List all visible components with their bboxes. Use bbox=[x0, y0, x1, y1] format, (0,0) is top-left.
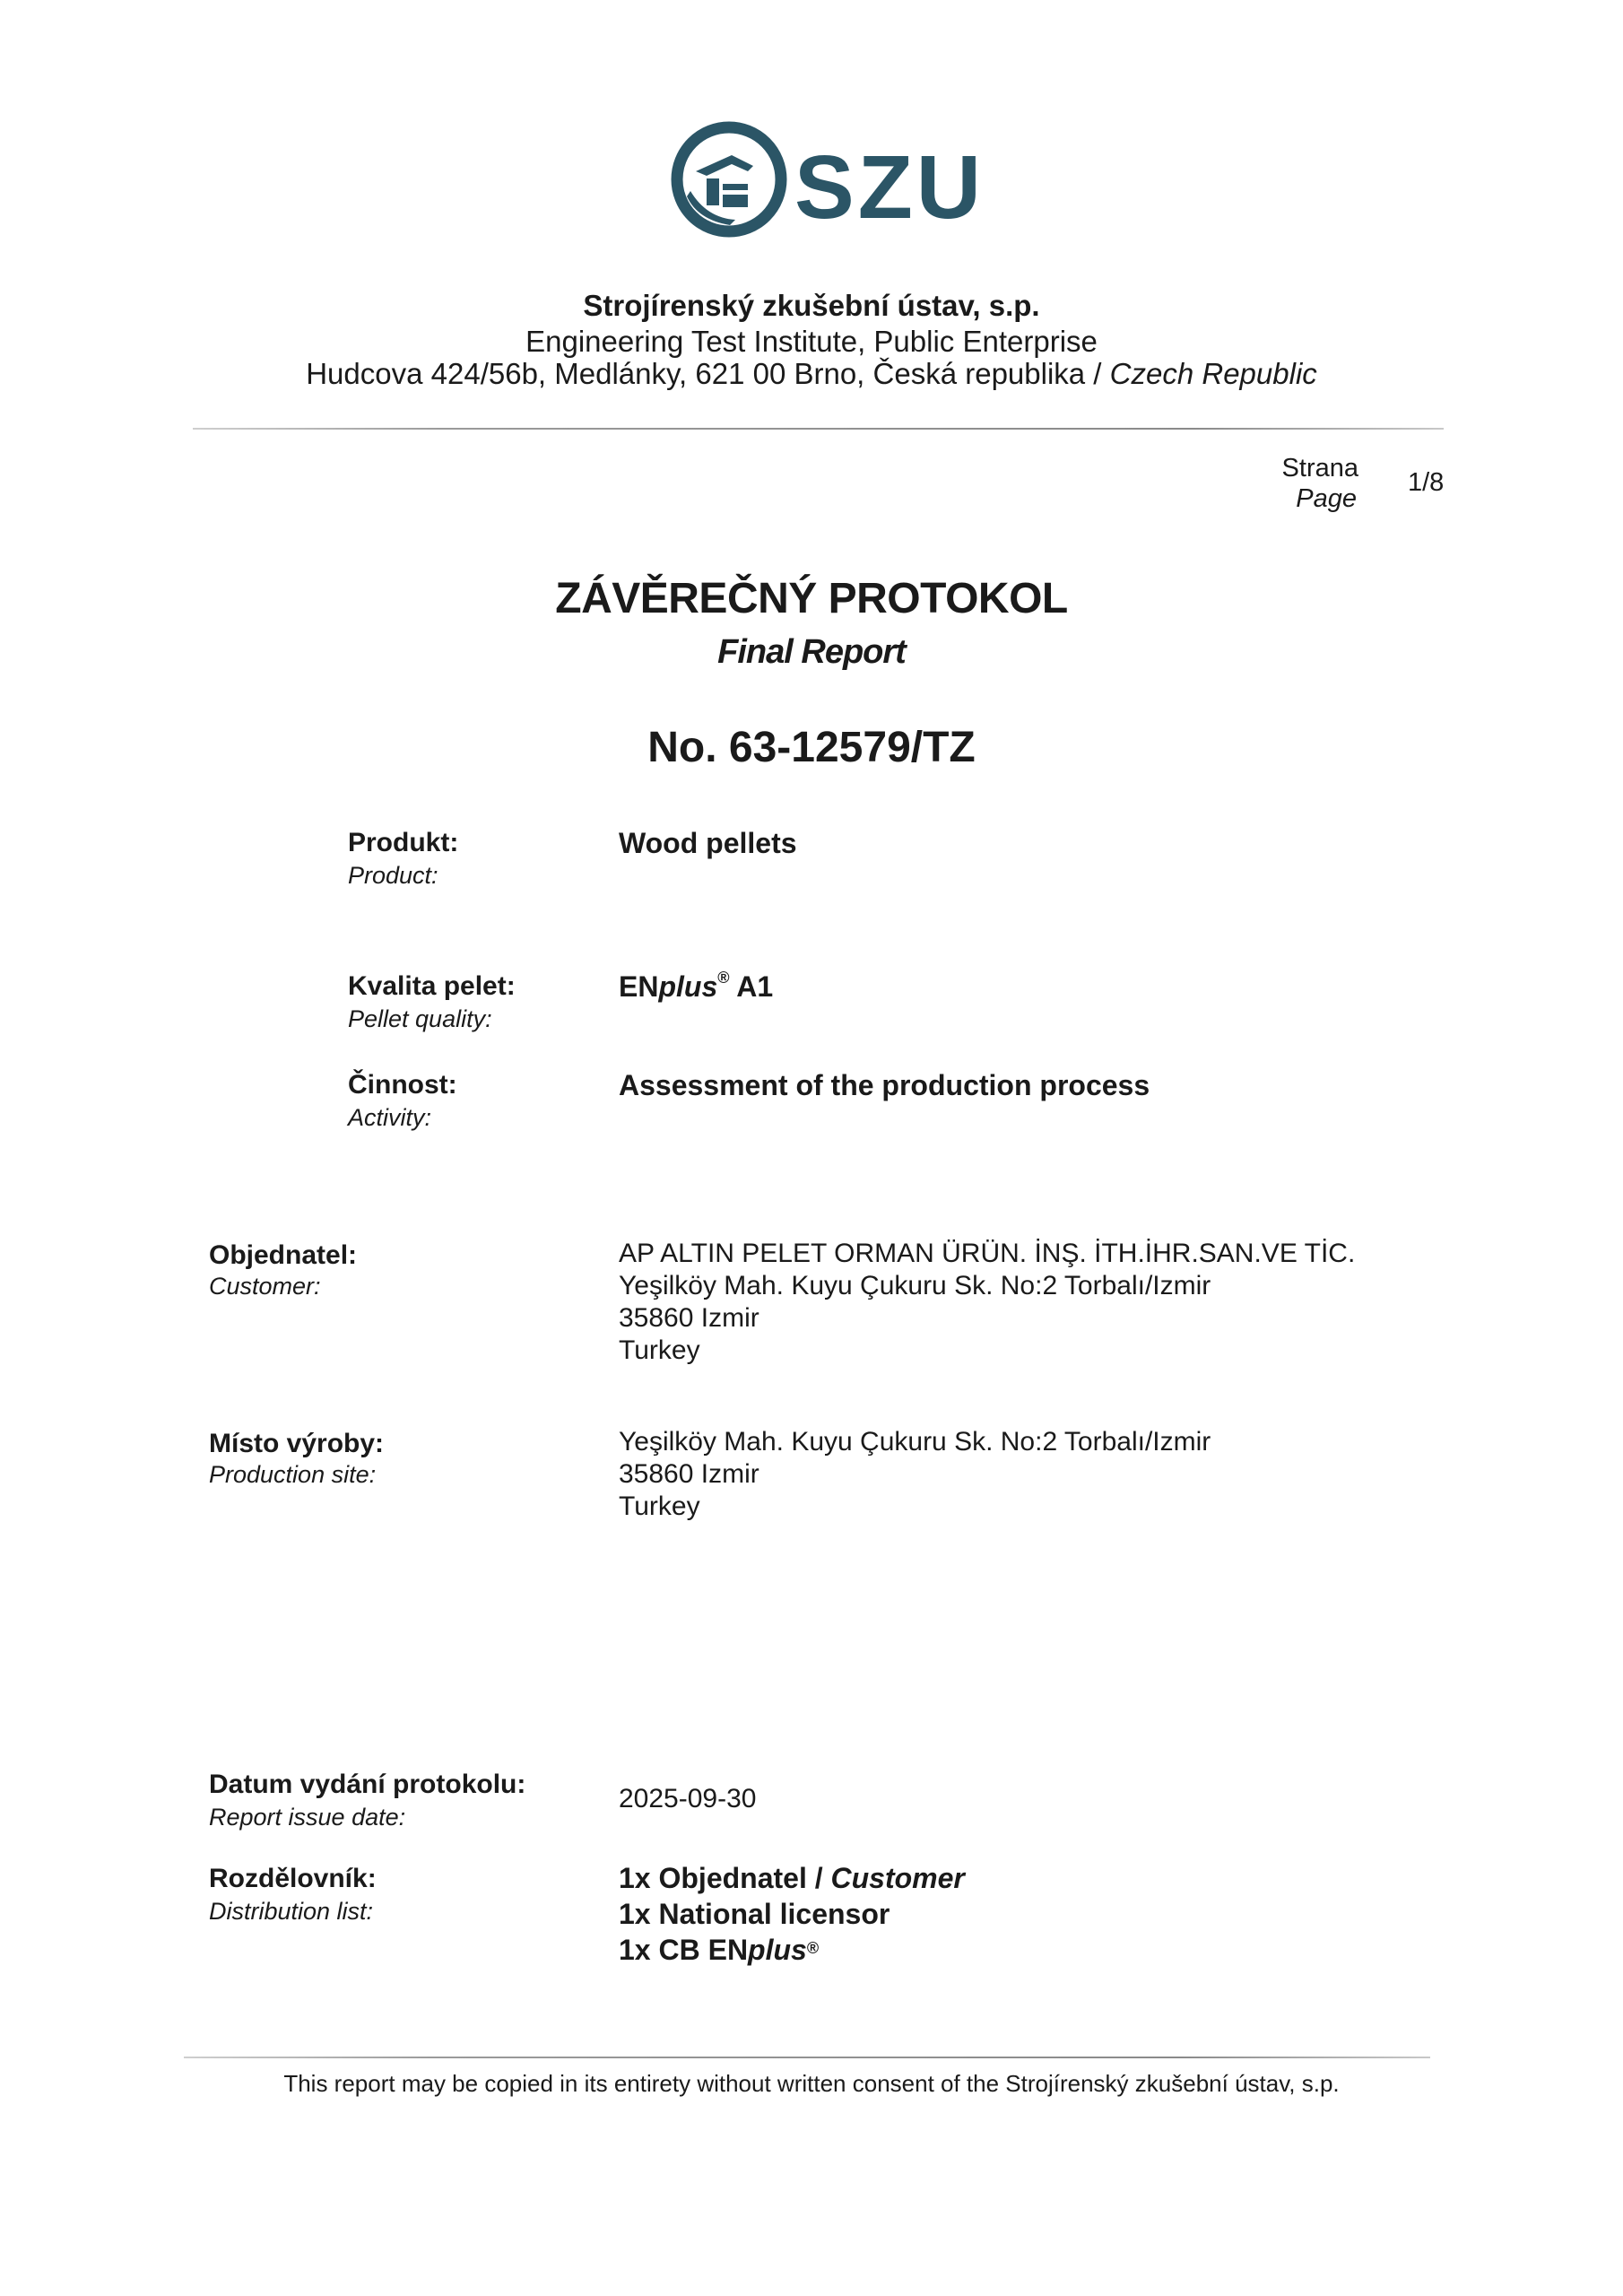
customer-line: AP ALTIN PELET ORMAN ÜRÜN. İNŞ. İTH.İHR.SAN.VE TİC. bbox=[619, 1239, 1356, 1268]
header-divider bbox=[193, 428, 1444, 430]
distribution-item bbox=[619, 1932, 965, 1968]
product-label bbox=[348, 828, 458, 890]
production-site-line: Yeşilköy Mah. Kuyu Çukuru Sk. No:2 Torbalı/Izmir bbox=[619, 1427, 1211, 1457]
distribution-label-cz: Rozdělovník: bbox=[209, 1864, 377, 1893]
customer-label bbox=[209, 1240, 357, 1300]
customer-address bbox=[619, 1238, 1355, 1367]
address-country-en: Czech Republic bbox=[1109, 357, 1317, 390]
page-label-cz: Strana bbox=[1281, 454, 1358, 483]
issue-date-label-en: Report issue date: bbox=[209, 1804, 406, 1831]
quality-value-prefix: EN bbox=[619, 970, 659, 1003]
institute-name-en: Engineering Test Institute, Public Enterprise bbox=[525, 325, 1098, 358]
issue-date-label bbox=[209, 1770, 525, 1831]
activity-label-en: Activity: bbox=[348, 1104, 432, 1131]
document-title: ZÁVĚREČNÝ PROTOKOL bbox=[555, 575, 1068, 622]
production-site-label-cz: Místo výroby: bbox=[209, 1429, 385, 1458]
production-site-label bbox=[209, 1429, 384, 1489]
registered-mark: ® bbox=[806, 1939, 820, 1957]
product-label-cz: Produkt: bbox=[348, 828, 459, 857]
quality-value-suffix: A1 bbox=[729, 970, 774, 1003]
logo-emblem-house bbox=[696, 155, 753, 176]
address-text: Hudcova 424/56b, Medlánky, 621 00 Brno, Česká republika / bbox=[306, 357, 1110, 390]
distribution-item-italic: plus bbox=[748, 1934, 807, 1966]
production-site-line: Turkey bbox=[619, 1492, 700, 1521]
production-site-label-en: Production site: bbox=[209, 1461, 377, 1488]
footer-divider bbox=[184, 2057, 1430, 2058]
distribution-item: 1x National licensor bbox=[619, 1898, 890, 1930]
distribution-item-text: 1x CB EN bbox=[619, 1934, 749, 1966]
quality-label-cz: Kvalita pelet: bbox=[348, 971, 516, 1001]
quality-value bbox=[619, 970, 773, 1004]
customer-line: 35860 Izmir bbox=[619, 1303, 759, 1333]
issue-date-label-cz: Datum vydání protokolu: bbox=[209, 1770, 526, 1799]
activity-label bbox=[348, 1070, 457, 1132]
activity-value: Assessment of the production process bbox=[619, 1069, 1150, 1101]
activity-label-cz: Činnost: bbox=[348, 1070, 457, 1100]
distribution-list bbox=[619, 1860, 965, 1968]
quality-label bbox=[348, 971, 516, 1033]
quality-label-en: Pellet quality: bbox=[348, 1005, 492, 1032]
page-label bbox=[1237, 453, 1358, 514]
distribution-label-en: Distribution list: bbox=[209, 1898, 374, 1925]
report-number: No. 63-12579/TZ bbox=[647, 724, 976, 771]
customer-line: Yeşilköy Mah. Kuyu Çukuru Sk. No:2 Torbalı/Izmir bbox=[619, 1271, 1211, 1300]
distribution-item-italic: Customer bbox=[830, 1862, 965, 1894]
quality-value-italic: plus bbox=[658, 970, 718, 1003]
product-value: Wood pellets bbox=[619, 827, 797, 859]
institute-address bbox=[0, 357, 1623, 391]
customer-label-en: Customer: bbox=[209, 1273, 321, 1300]
product-label-en: Product: bbox=[348, 862, 438, 889]
distribution-item bbox=[619, 1860, 965, 1896]
issue-date-value: 2025-09-30 bbox=[619, 1784, 757, 1813]
customer-line: Turkey bbox=[619, 1335, 700, 1365]
production-site-line: 35860 Izmir bbox=[619, 1459, 759, 1489]
distribution-item-text: 1x Objednatel / bbox=[619, 1862, 831, 1894]
page-label-en: Page bbox=[1296, 484, 1357, 513]
distribution-label bbox=[209, 1864, 377, 1926]
page-number: 1/8 bbox=[1408, 468, 1445, 497]
footer-note: This report may be copied in its entirety without written consent of the Strojírenský zkušební ústav, s.p. bbox=[283, 2070, 1340, 2097]
logo-wordmark: SZU bbox=[794, 137, 985, 238]
szu-logo bbox=[671, 119, 1011, 240]
document-subtitle: Final Report bbox=[717, 633, 906, 671]
production-site-address bbox=[619, 1426, 1211, 1523]
institute-name: Strojírenský zkušební ústav, s.p. bbox=[583, 289, 1040, 322]
customer-label-cz: Objednatel: bbox=[209, 1240, 358, 1270]
registered-mark: ® bbox=[717, 969, 730, 987]
